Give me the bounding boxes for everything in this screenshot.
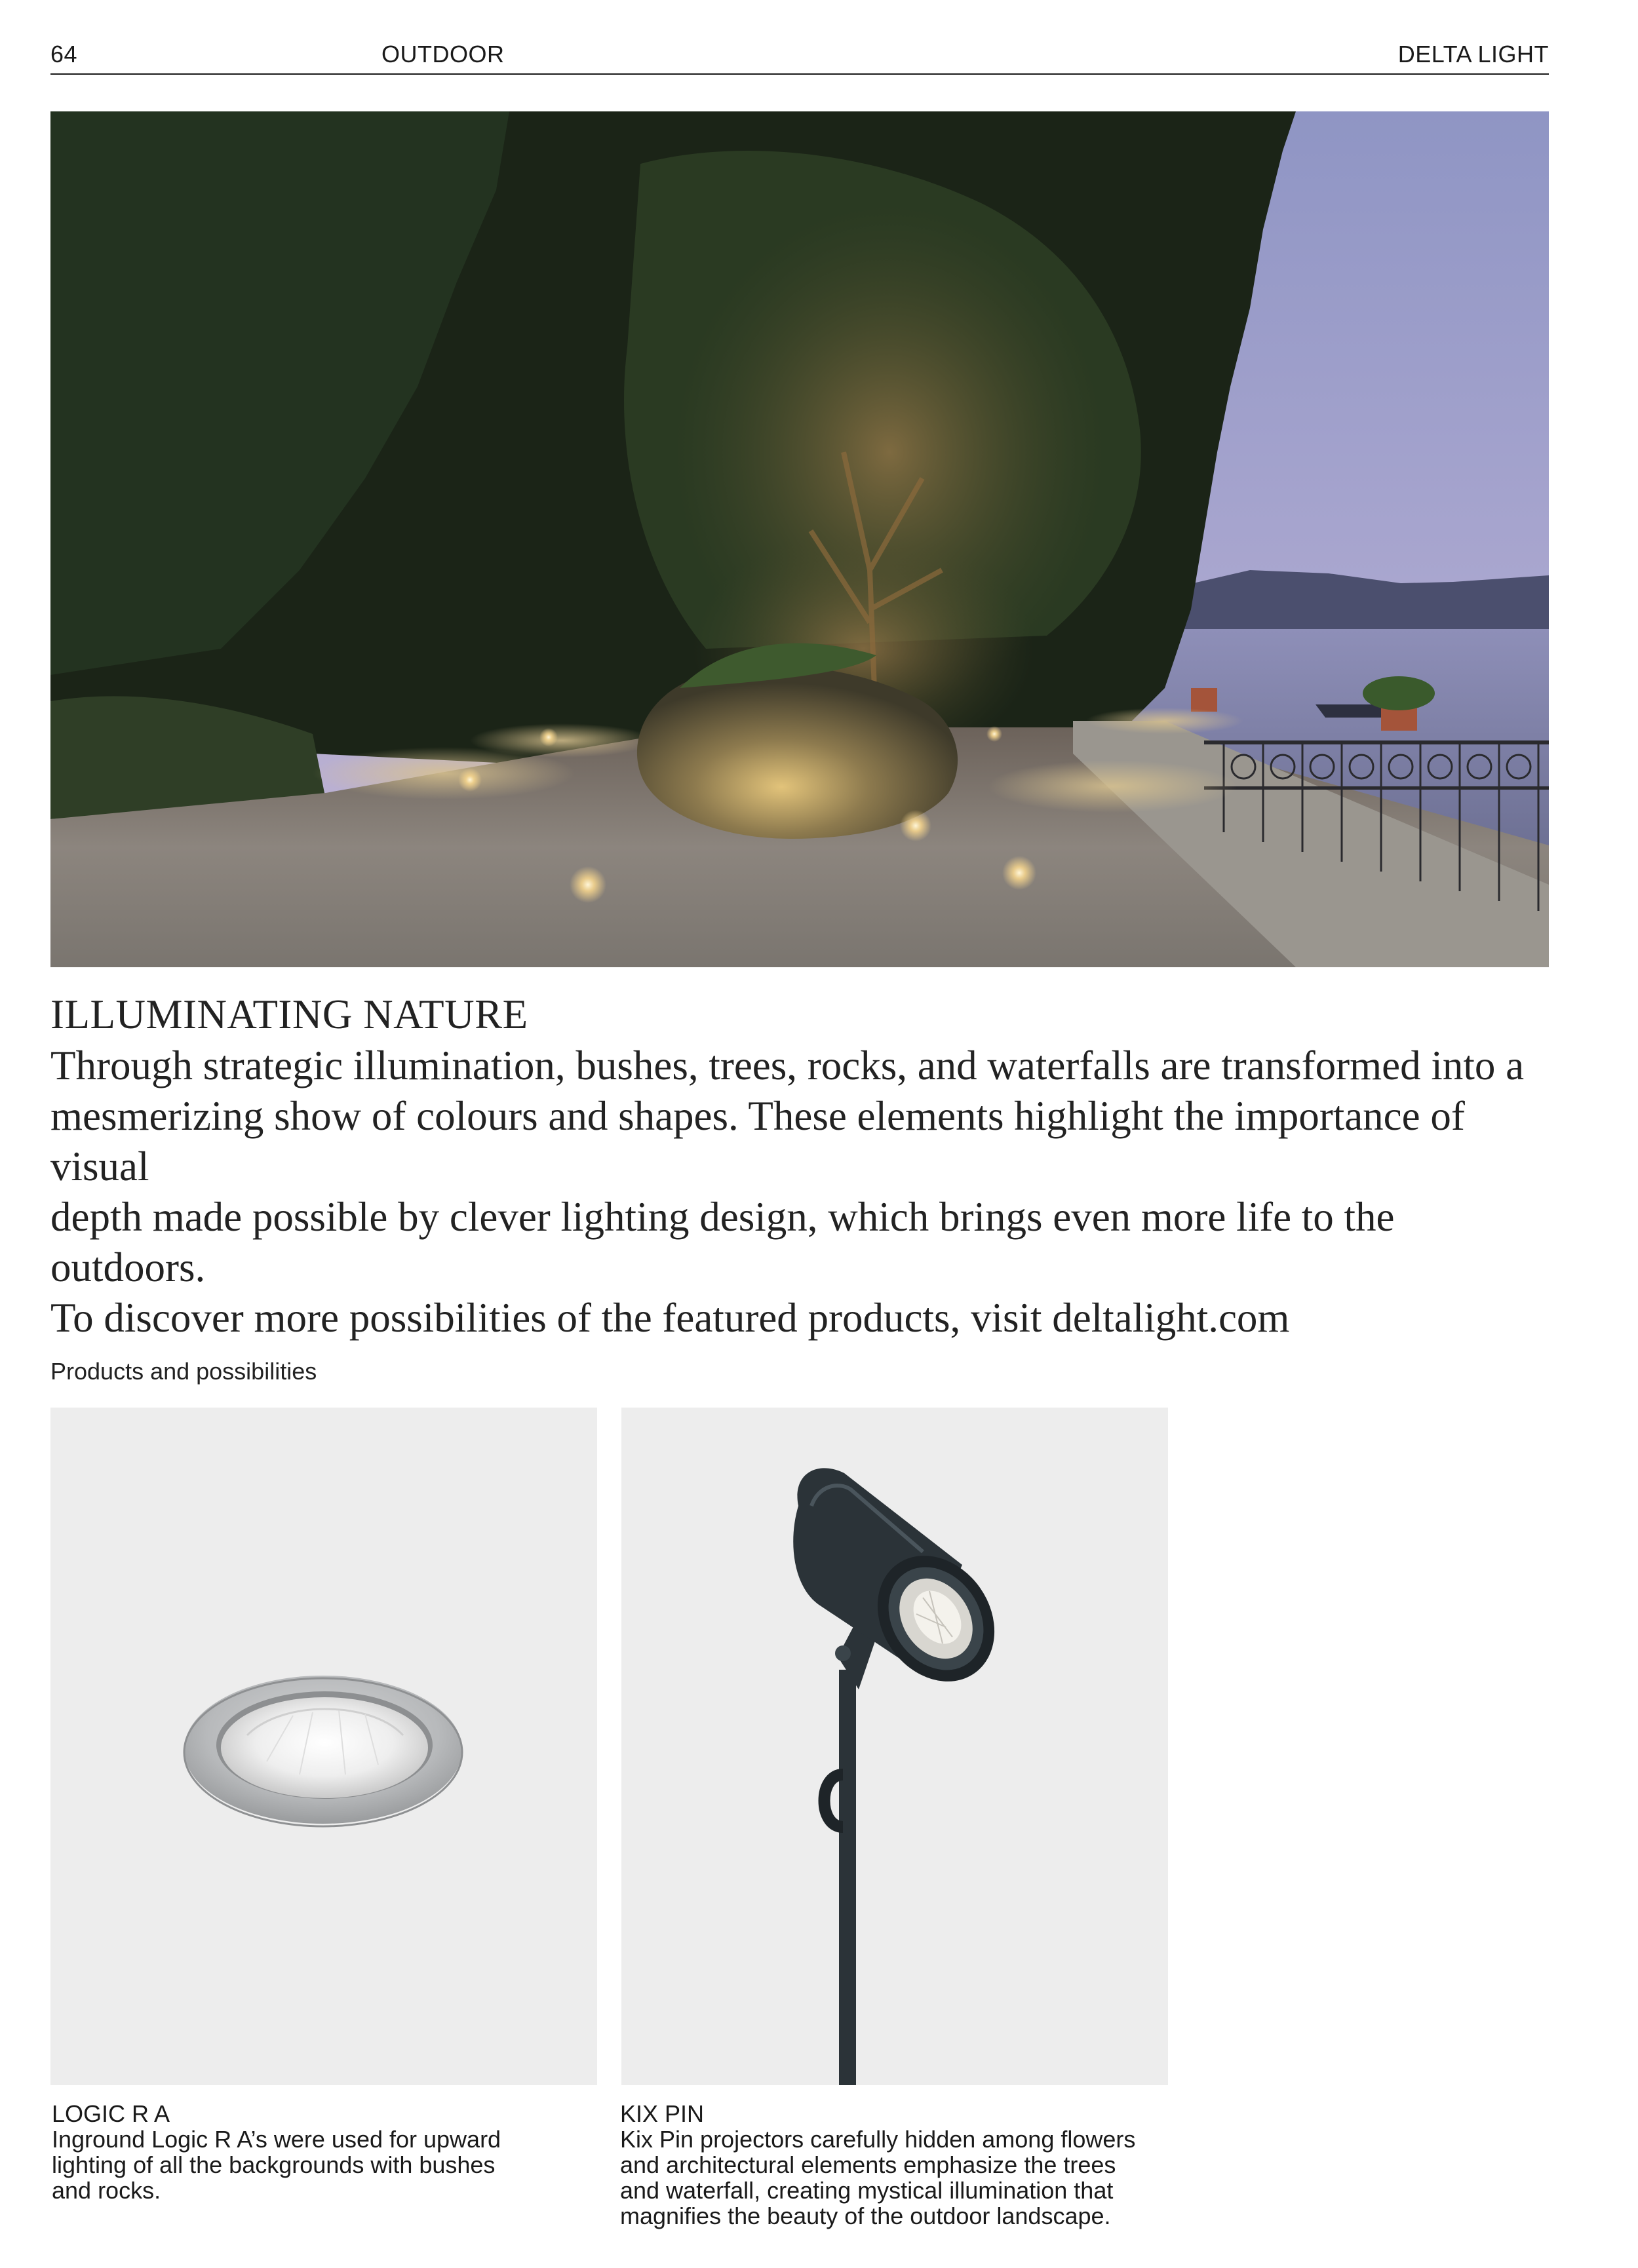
article-body-line: Through strategic illumination, bushes, trees, rocks, and waterfalls are transformed into a: [50, 1043, 1525, 1088]
product-description-line: magnifies the beauty of the outdoor landscape.: [620, 2202, 1111, 2229]
product-card-kix-pin: [621, 1408, 1168, 2085]
article-body-line: depth made possible by clever lighting design, which brings even more life to the outdoors.: [50, 1194, 1395, 1290]
product-description-line: lighting of all the backgrounds with bushes: [52, 2151, 496, 2178]
section-label: OUTDOOR: [381, 41, 505, 67]
brand-label: DELTA LIGHT: [1397, 41, 1549, 67]
product-description-line: and rocks.: [52, 2177, 161, 2204]
article-title: ILLUMINATING NATURE: [50, 991, 528, 1037]
hero-photo: [50, 111, 1549, 967]
header-rule: [50, 73, 1549, 75]
article-body: [50, 1041, 1558, 1343]
page-number: 64: [50, 41, 78, 67]
product-description-line: Inground Logic R A’s were used for upward: [52, 2126, 501, 2153]
products-heading: Products and possibilities: [50, 1358, 317, 1385]
product-name: LOGIC R A: [52, 2100, 170, 2127]
product-caption-kix-pin: [620, 2101, 1184, 2229]
spike-spotlight-icon: [621, 1408, 1168, 2085]
article-body-line: mesmerizing show of colours and shapes. These elements highlight the importance of visual: [50, 1093, 1465, 1189]
article-body-line: To discover more possibilities of the featured products, visit deltalight.com: [50, 1295, 1290, 1341]
product-description-line: and waterfall, creating mystical illumination that: [620, 2177, 1114, 2204]
product-name: KIX PIN: [620, 2100, 705, 2127]
product-card-logic-r-a: [50, 1408, 597, 2085]
product-description-line: and architectural elements emphasize the trees: [620, 2151, 1116, 2178]
product-caption-logic-r-a: [52, 2101, 576, 2203]
product-description-line: Kix Pin projectors carefully hidden among flowers: [620, 2126, 1136, 2153]
inground-downlight-icon: [50, 1408, 597, 2085]
